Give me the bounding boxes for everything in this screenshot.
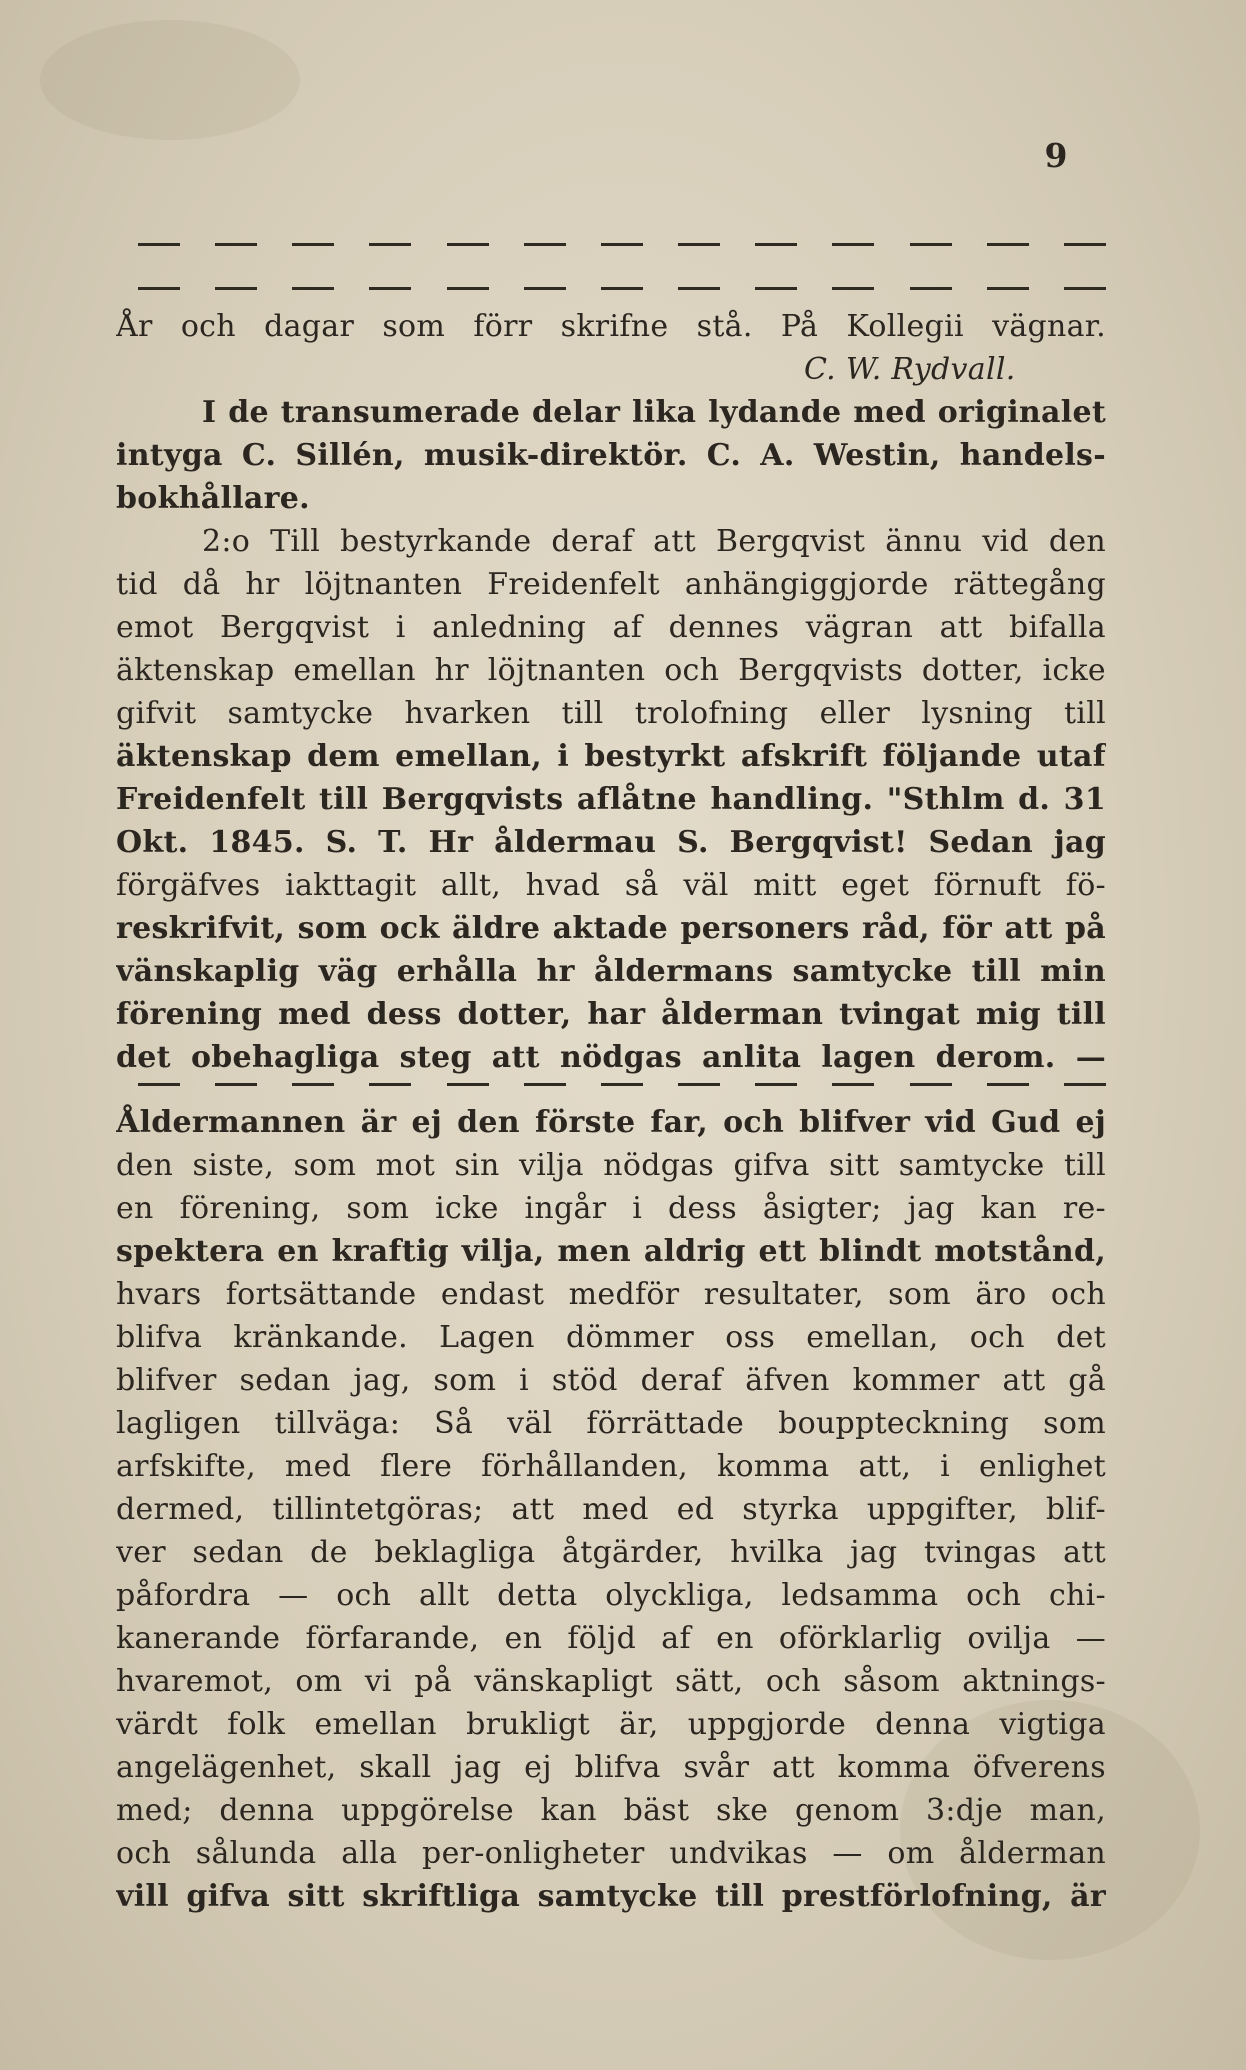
page-number: 9 xyxy=(1044,136,1068,175)
text-line: reskrifvit, som ock äldre aktade personers råd, för att på xyxy=(116,911,1106,946)
text-line: hvars fortsättande endast medför resultater, som äro och xyxy=(116,1277,1106,1312)
text-line: värdt folk emellan brukligt är, uppgjorde denna vigtiga xyxy=(116,1707,1106,1742)
text-line: tid då hr löjtnanten Freidenfelt anhängiggjorde rättegång xyxy=(116,567,1106,602)
text-line: den siste, som mot sin vilja nödgas gifva sitt samtycke till xyxy=(116,1148,1106,1183)
text-line: ver sedan de beklagliga åtgärder, hvilka jag tvingas att xyxy=(116,1535,1106,1570)
text-block-upper xyxy=(116,305,1106,1079)
text-line: emot Bergqvist i anledning af dennes vägran att bifalla xyxy=(116,610,1106,645)
text-line: lagligen tillväga: Så väl förrättade bouppteckning som xyxy=(116,1406,1106,1441)
text-line: med; denna uppgörelse kan bäst ske genom 3:dje man, xyxy=(116,1793,1106,1828)
text-line: blifver sedan jag, som i stöd deraf äfven kommer att gå xyxy=(116,1363,1106,1398)
text-line: bokhållare. xyxy=(116,481,310,516)
text-block-lower xyxy=(116,1101,1106,1918)
text-line: äktenskap emellan hr löjtnanten och Bergqvists dotter, icke xyxy=(116,653,1106,688)
text-line: en förening, som icke ingår i dess åsigter; jag kan re- xyxy=(116,1191,1106,1226)
text-line: kanerande förfarande, en följd af en oförklarlig ovilja — xyxy=(116,1621,1106,1656)
dash-separator xyxy=(138,287,1106,290)
text-line: det obehagliga steg att nödgas anlita lagen derom. — xyxy=(116,1040,1106,1075)
text-line: Okt. 1845. S. T. Hr åldermau S. Bergqvist! Sedan jag xyxy=(116,825,1106,860)
text-line: och sålunda alla per-onligheter undvikas — om ålderman xyxy=(116,1836,1106,1871)
text-line: äktenskap dem emellan, i bestyrkt afskrift följande utaf xyxy=(116,739,1106,774)
text-line: År och dagar som förr skrifne stå. På Kollegii vägnar. xyxy=(116,309,1106,344)
dash-separator xyxy=(138,243,1106,246)
text-line: gifvit samtycke hvarken till trolofning eller lysning till xyxy=(116,696,1106,731)
text-line: spektera en kraftig vilja, men aldrig ett blindt motstånd, xyxy=(116,1234,1106,1269)
text-line: påfordra — och allt detta olyckliga, ledsamma och chi- xyxy=(116,1578,1106,1613)
text-line: förening med dess dotter, har ålderman tvingat mig till xyxy=(116,997,1106,1032)
text-line: vill gifva sitt skriftliga samtycke till prestförlofning, är xyxy=(116,1879,1106,1914)
dash-separator xyxy=(138,1083,1106,1086)
text-line: blifva kränkande. Lagen dömmer oss emellan, och det xyxy=(116,1320,1106,1355)
text-line: intyga C. Sillén, musik-direktör. C. A. Westin, handels- xyxy=(116,438,1106,473)
text-line: förgäfves iakttagit allt, hvad så väl mitt eget förnuft fö- xyxy=(116,868,1106,903)
text-line: angelägenhet, skall jag ej blifva svår att komma öfverens xyxy=(116,1750,1106,1785)
text-line: dermed, tillintetgöras; att med ed styrka uppgifter, blif- xyxy=(116,1492,1106,1527)
signature-line: C. W. Rydvall. xyxy=(804,352,1016,387)
text-line: I de transumerade delar lika lydande med originalet xyxy=(202,395,1106,430)
text-line: 2:o Till bestyrkande deraf att Bergqvist ännu vid den xyxy=(202,524,1106,559)
text-line: Åldermannen är ej den förste far, och blifver vid Gud ej xyxy=(116,1105,1106,1140)
text-line: hvaremot, om vi på vänskapligt sätt, och såsom aktnings- xyxy=(116,1664,1106,1699)
paper-stain xyxy=(40,20,300,140)
text-line: vänskaplig väg erhålla hr åldermans samtycke till min xyxy=(116,954,1106,989)
text-line: arfskifte, med flere förhållanden, komma att, i enlighet xyxy=(116,1449,1106,1484)
text-line: Freidenfelt till Bergqvists aflåtne handling. "Sthlm d. 31 xyxy=(116,782,1106,817)
